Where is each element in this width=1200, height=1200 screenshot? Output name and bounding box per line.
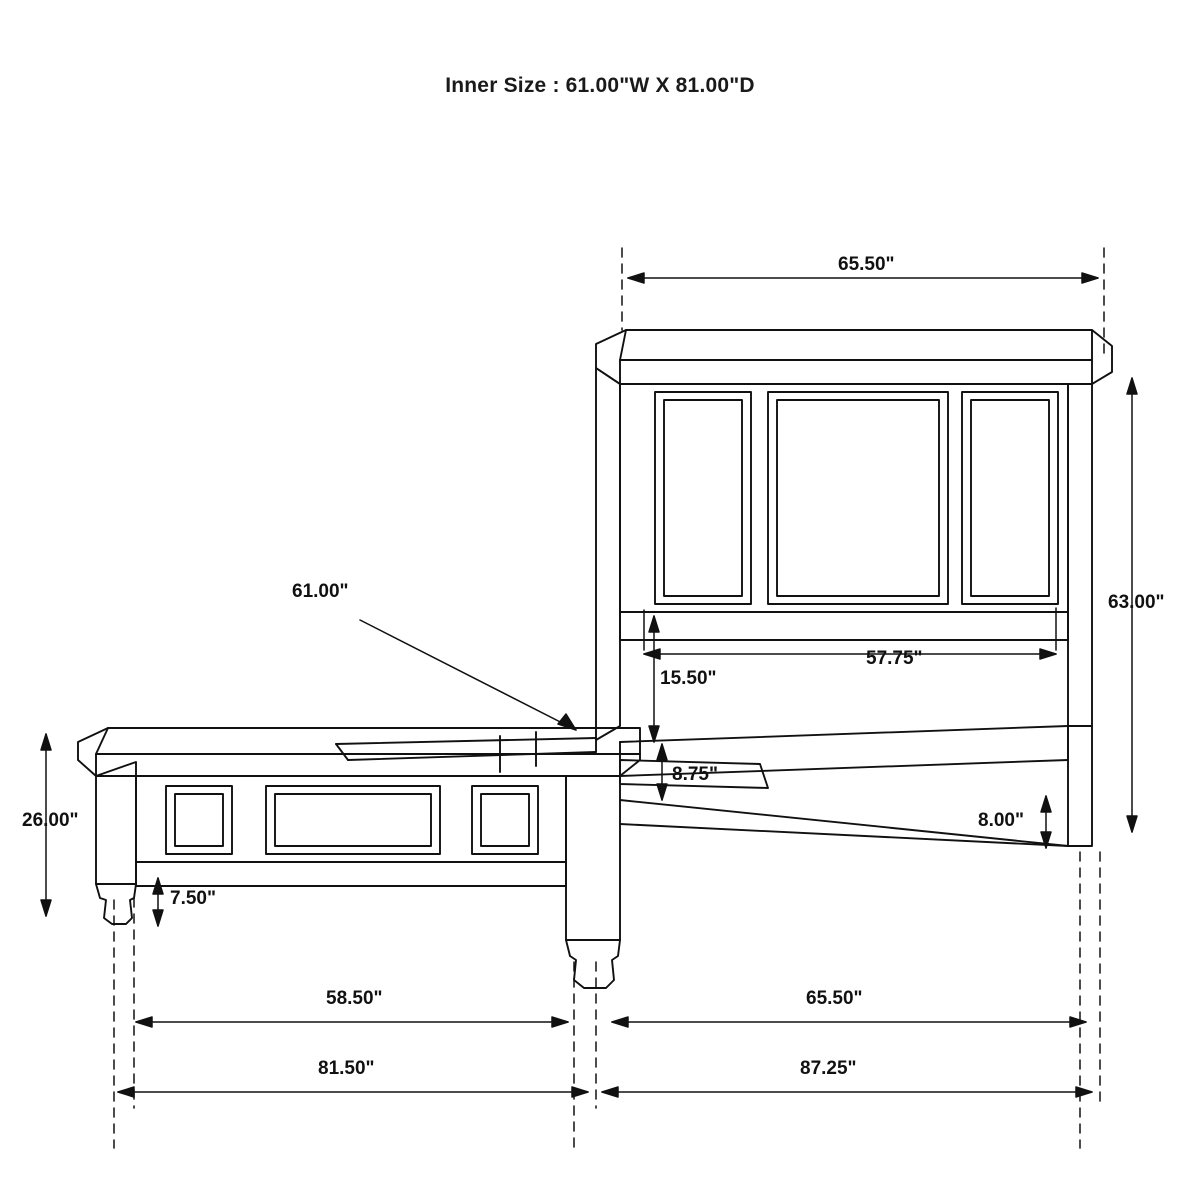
arrow-hb-width-right [1082,273,1098,283]
label-overall-length: 87.25" [800,1058,857,1079]
label-inner-width-callout: 61.00" [292,581,349,602]
arrow-rail-length-right [1070,1017,1086,1027]
footboard-left-post [96,762,136,884]
arrow-fb-panel-left [136,1017,152,1027]
footboard-panel-left-inner [175,794,223,846]
headboard-panel-right-outer [962,392,1058,604]
headboard-crown-bevel [620,330,1092,360]
headboard-panel-left-inner [664,400,742,596]
arrow-overall-right [1076,1087,1092,1097]
arrow-fb-height-top [41,734,51,750]
label-footboard-leg-height: 7.50" [170,888,216,909]
headboard-panel-center-inner [777,400,939,596]
arrow-hb-width-left [628,273,644,283]
side-rail-top-far [620,726,1068,742]
arrow-rail-lower-bottom [657,784,667,800]
headboard-panel-left-outer [655,392,751,604]
footboard-left-foot [96,884,136,924]
footboard-crown-line [96,754,640,776]
footboard-body [136,776,566,886]
arrow-fb-panel-right [552,1017,568,1027]
footboard-crown [78,728,640,776]
arrow-overall-left [602,1087,618,1097]
headboard-crown [596,330,1112,384]
arrow-leg-bottom [153,910,163,926]
center-slat-top [336,738,596,744]
label-side-rail-clearance: 8.00" [978,810,1024,831]
arrow-rail-upper-bottom [649,726,659,742]
footboard-panel-center-outer [266,786,440,854]
label-rail-gap-lower: 8.75" [672,764,718,785]
arrow-hb-height-top [1127,378,1137,394]
arrow-rail-lower-top [657,744,667,760]
headboard-body [620,384,1068,640]
arrow-clearance-top [1041,796,1051,812]
arrow-fb-overall-left [118,1087,134,1097]
page-title: Inner Size : 61.00"W X 81.00"D [445,74,755,97]
footboard-panel-center-inner [275,794,431,846]
headboard-panel-center-outer [768,392,948,604]
label-footboard-height: 26.00" [22,810,79,831]
label-side-rail-length: 65.50" [806,988,863,1009]
headboard-left-post [596,368,620,740]
headboard-crown-line [620,360,1092,384]
footboard-panel-right-inner [481,794,529,846]
label-headboard-width: 65.50" [838,254,895,275]
arrow-hb-height-bottom [1127,816,1137,832]
arrow-fb-overall-right [572,1087,588,1097]
arrow-rail-length-left [612,1017,628,1027]
label-rail-gap-upper: 15.50" [660,668,717,689]
footboard-right-post [566,776,620,940]
label-footboard-overall-width: 81.50" [318,1058,375,1079]
arrow-inner-right [1040,649,1056,659]
arrow-rail-upper-top [649,616,659,632]
callout-leader-61 [360,620,576,730]
arrow-fb-height-bottom [41,900,51,916]
headboard-panel-right-inner [971,400,1049,596]
label-footboard-panel-width: 58.50" [326,988,383,1009]
arrow-inner-left [644,649,660,659]
label-headboard-height: 63.00" [1108,592,1165,613]
headboard-right-post [1068,384,1092,846]
label-headboard-inner-width: 57.75" [866,648,923,669]
